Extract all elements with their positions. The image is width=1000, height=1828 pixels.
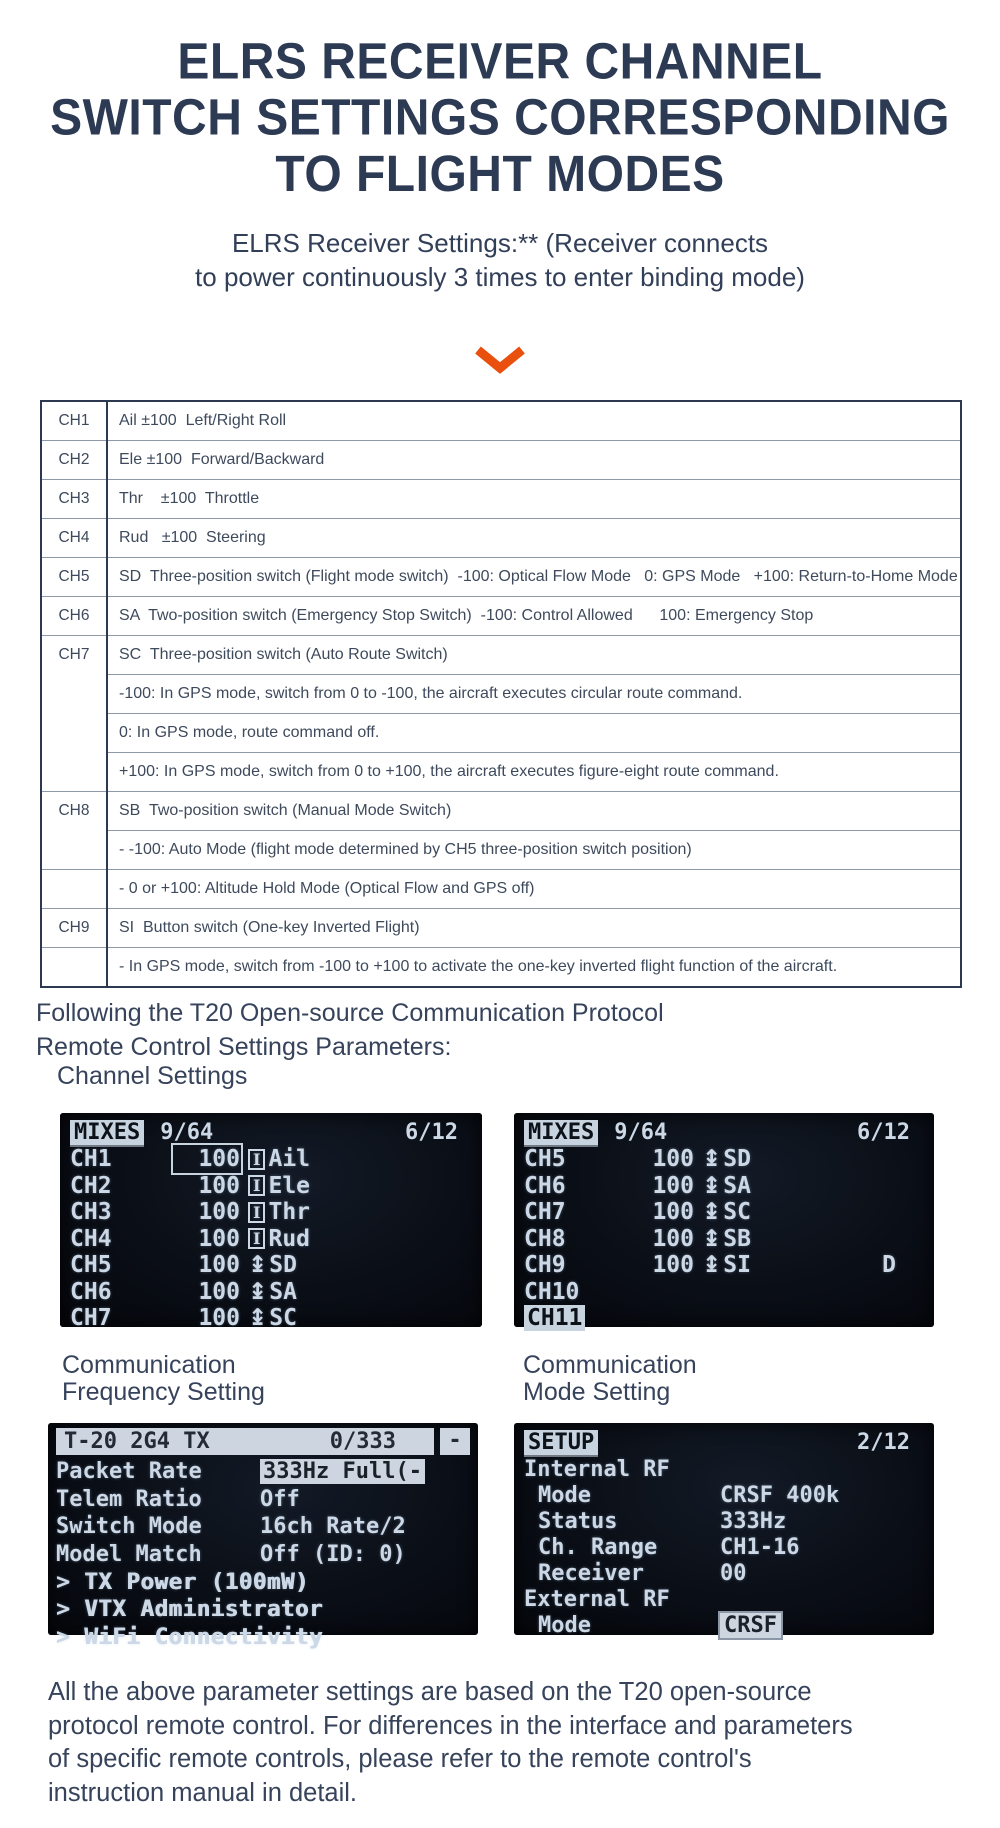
mixer-source: SC: [723, 1199, 751, 1226]
d-flag: D: [882, 1252, 896, 1279]
page-title: [0, 34, 1000, 203]
setup-row: [524, 1534, 924, 1560]
header-minus-box: -: [440, 1428, 470, 1455]
mixer-source: SD: [723, 1146, 751, 1173]
radio-model-label: T-20 2G4 TX: [64, 1429, 210, 1454]
frequency-setting-heading: [62, 1352, 265, 1406]
freq-row: [56, 1568, 470, 1596]
channel-label-cell: CH5: [41, 558, 107, 597]
table-row: [41, 714, 961, 753]
mixer-source: Thr: [268, 1199, 311, 1226]
mixer-weight: 100: [652, 1252, 694, 1279]
channel-label-cell: CH9: [41, 909, 107, 948]
setup-tab: SETUP: [524, 1430, 598, 1455]
stick-icon: I: [248, 1228, 265, 1249]
mixer-row: [70, 1252, 472, 1279]
page-indicator: 6/12: [857, 1119, 910, 1145]
mode-heading-line: Communication: [523, 1351, 697, 1379]
freq-header: [56, 1428, 470, 1455]
param-value: CRSF 400k: [720, 1482, 840, 1508]
mixer-row: [70, 1146, 472, 1173]
page-indicator: 6/12: [405, 1119, 458, 1145]
switch-icon: ↨: [248, 1278, 268, 1305]
footer-line: of specific remote controls, please refer to the remote control's: [48, 1745, 752, 1773]
mix-counter: 9/64: [160, 1119, 214, 1145]
mixer-row: [524, 1146, 924, 1173]
channel-description-cell: +100: In GPS mode, switch from 0 to +100, the aircraft executes figure-eight route command.: [107, 753, 961, 792]
mixer-row: [524, 1199, 924, 1226]
lcd-screen-frequency-setting: [48, 1423, 478, 1650]
table-row: [41, 909, 961, 948]
param-value: 00: [720, 1560, 747, 1586]
mixer-source: SD: [269, 1252, 297, 1279]
channel-description-cell: -100: In GPS mode, switch from 0 to -100, the aircraft executes circular route command.: [107, 675, 961, 714]
channel-description-cell: - 0 or +100: Altitude Hold Mode (Optical Flow and GPS off): [107, 870, 961, 909]
mixer-source: Rud: [268, 1225, 311, 1252]
freq-row: [56, 1623, 470, 1651]
mixer-source: SA: [269, 1278, 297, 1305]
channel-description-cell: SA Two-position switch (Emergency Stop Switch) -100: Control Allowed 100: Emergency Stop: [107, 597, 961, 636]
freq-header-strip: [56, 1428, 434, 1455]
mixer-weight: 100: [652, 1199, 694, 1226]
param-label: Ch. Range: [538, 1534, 658, 1560]
lcd-screen-mixes-ch1-7: [60, 1113, 482, 1332]
mixes-tab: MIXES: [70, 1120, 144, 1145]
table-row: [41, 480, 961, 519]
table-row: [41, 519, 961, 558]
mixer-channel: [524, 1305, 628, 1331]
footer-line: instruction manual in detail.: [48, 1778, 358, 1807]
lcd-header: [524, 1118, 924, 1146]
param-value: CRSF: [720, 1613, 781, 1638]
table-row: [41, 401, 961, 441]
mixer-row: [524, 1279, 924, 1306]
mixer-source: SB: [723, 1225, 751, 1252]
mixer-weight: 100: [198, 1199, 240, 1226]
mixer-channel: CH5: [70, 1252, 112, 1279]
stick-icon: I: [248, 1149, 265, 1170]
mixer-weight: 100: [198, 1172, 240, 1199]
setup-row: [524, 1482, 924, 1508]
subtitle-line: to power continuously 3 times to enter binding mode): [195, 262, 805, 292]
channel-settings-heading: Channel Settings: [57, 1062, 248, 1090]
param-value: Off (ID: 0): [260, 1541, 406, 1567]
setup-row: [524, 1456, 924, 1482]
mixer-row: [524, 1305, 924, 1332]
mixer-weight: 100: [652, 1225, 694, 1252]
table-row: [41, 597, 961, 636]
setup-row: [524, 1586, 924, 1612]
mixer-weight: 100: [652, 1146, 694, 1173]
mixer-weight: 100: [198, 1278, 240, 1305]
mixer-channel: CH9: [524, 1252, 566, 1279]
channel-table-body: [41, 401, 961, 987]
table-row: [41, 792, 961, 831]
lcd-header: [70, 1118, 472, 1146]
switch-icon: ↨: [702, 1225, 722, 1252]
table-row: [41, 558, 961, 597]
param-label: Telem Ratio: [56, 1486, 202, 1512]
mixer-row: [70, 1173, 472, 1200]
page-indicator: 2/12: [857, 1429, 910, 1455]
mixer-row: [70, 1279, 472, 1306]
channel-description-cell: Ail ±100 Left/Right Roll: [107, 401, 961, 441]
mixer-row: [70, 1226, 472, 1253]
param-label: Mode: [538, 1612, 591, 1638]
switch-icon: ↨: [248, 1252, 268, 1279]
mixer-channel: CH3: [70, 1199, 112, 1226]
packet-counter: 0/333: [329, 1429, 396, 1454]
param-label: External RF: [524, 1586, 670, 1612]
channel-description-cell: SI Button switch (One-key Inverted Flight): [107, 909, 961, 948]
table-row: [41, 831, 961, 870]
channel-description-cell: SB Two-position switch (Manual Mode Switch): [107, 792, 961, 831]
table-row: [41, 870, 961, 909]
footer-line: All the above parameter settings are based on the T20 open-source: [48, 1678, 812, 1706]
channel-description-cell: 0: In GPS mode, route command off.: [107, 714, 961, 753]
frequency-heading-line: Frequency Setting: [62, 1378, 265, 1406]
freq-row: [56, 1541, 470, 1569]
table-row: [41, 636, 961, 675]
mixer-channel: CH5: [524, 1146, 566, 1173]
channel-label-cell: [41, 870, 107, 909]
table-row: [41, 441, 961, 480]
mixer-channel: CH1: [70, 1146, 112, 1173]
param-label: Receiver: [538, 1560, 644, 1586]
selected-channel: CH11: [524, 1305, 585, 1331]
menu-entry: > TX Power (100mW): [56, 1568, 309, 1595]
protocol-heading-line: Following the T20 Open-source Communication Protocol: [36, 999, 664, 1027]
switch-icon: ↨: [702, 1252, 722, 1279]
table-row: [41, 675, 961, 714]
channel-label-cell: CH4: [41, 519, 107, 558]
mixer-channel: CH7: [524, 1199, 566, 1226]
mixer-weight: 100: [198, 1252, 240, 1279]
param-label: Packet Rate: [56, 1459, 202, 1485]
channel-label-cell: CH6: [41, 597, 107, 636]
channel-label-cell: [41, 948, 107, 988]
channel-label-cell: CH1: [41, 401, 107, 441]
mixer-weight: 100: [174, 1146, 240, 1172]
freq-row: [56, 1458, 470, 1486]
lcd-screen-mode-setting: [514, 1423, 934, 1638]
frequency-heading-line: Communication: [62, 1351, 236, 1379]
switch-icon: ↨: [248, 1305, 268, 1332]
mixer-row: [524, 1173, 924, 1200]
channel-description-cell: - In GPS mode, switch from -100 to +100 to activate the one-key inverted flight function of the aircraft.: [107, 948, 961, 988]
mixer-row: [70, 1305, 472, 1332]
mixer-weight: 100: [198, 1305, 240, 1332]
channel-label-cell: CH7: [41, 636, 107, 792]
channel-label-cell: CH2: [41, 441, 107, 480]
mixer-source: SA: [723, 1172, 751, 1199]
channel-label-cell: CH8: [41, 792, 107, 870]
stick-icon: I: [248, 1175, 265, 1196]
param-value: 333Hz Full(-: [260, 1459, 425, 1484]
setup-row: [524, 1560, 924, 1586]
param-value: Off: [260, 1486, 300, 1512]
channel-description-cell: Thr ±100 Throttle: [107, 480, 961, 519]
page-title-line: ELRS RECEIVER CHANNEL: [177, 34, 823, 91]
channel-description-cell: - -100: Auto Mode (flight mode determined by CH5 three-position switch position): [107, 831, 961, 870]
mixer-channel: CH7: [70, 1305, 112, 1332]
switch-icon: ↨: [702, 1146, 722, 1173]
channel-description-cell: Rud ±100 Steering: [107, 519, 961, 558]
mixer-weight: 100: [198, 1225, 240, 1252]
stick-icon: I: [248, 1202, 265, 1223]
param-value: 16ch Rate/2: [260, 1514, 406, 1540]
channel-label-cell: CH3: [41, 480, 107, 519]
channel-description-cell: SC Three-position switch (Auto Route Switch): [107, 636, 961, 675]
mixer-channel: CH8: [524, 1225, 566, 1252]
mixer-weight: 100: [652, 1172, 694, 1199]
footer-note: [48, 1676, 853, 1810]
mixer-source: Ail: [268, 1146, 311, 1173]
param-value: CH1-16: [720, 1534, 800, 1560]
setup-row: [524, 1508, 924, 1534]
subtitle: [0, 226, 1000, 294]
mixer-channel: CH6: [524, 1172, 566, 1199]
freq-row: [56, 1596, 470, 1624]
mode-setting-heading: [523, 1352, 697, 1406]
setup-row: [524, 1612, 924, 1638]
mixer-row: [70, 1199, 472, 1226]
lcd-screen-mixes-ch5-11: [514, 1113, 934, 1332]
freq-row: [56, 1486, 470, 1514]
channel-description-cell: SD Three-position switch (Flight mode switch) -100: Optical Flow Mode 0: GPS Mode +100: Return-to-Home Mode: [107, 558, 961, 597]
menu-entry: > WiFi Connectivity: [56, 1623, 323, 1650]
mixer-source: SI: [723, 1252, 751, 1279]
mode-heading-line: Mode Setting: [523, 1378, 671, 1406]
setup-header: [524, 1428, 924, 1456]
mixer-channel: CH2: [70, 1172, 112, 1199]
table-row: [41, 948, 961, 988]
mixer-channel: CH6: [70, 1278, 112, 1305]
protocol-heading-line: Remote Control Settings Parameters:: [36, 1033, 452, 1061]
param-label: Status: [538, 1508, 618, 1534]
chevron-down-icon: [473, 346, 527, 381]
table-row: [41, 753, 961, 792]
mixer-row: [524, 1226, 924, 1253]
channel-description-cell: Ele ±100 Forward/Backward: [107, 441, 961, 480]
mixer-channel: CH4: [70, 1225, 112, 1252]
page-title-line: SWITCH SETTINGS CORRESPONDING: [50, 90, 950, 147]
channel-table: [40, 400, 962, 988]
param-label: Internal RF: [524, 1456, 670, 1482]
mixes-tab: MIXES: [524, 1120, 598, 1145]
freq-row: [56, 1513, 470, 1541]
mixer-row: [524, 1252, 924, 1279]
switch-icon: ↨: [702, 1199, 722, 1226]
param-label: Switch Mode: [56, 1514, 202, 1540]
protocol-section-heading: [36, 996, 664, 1064]
mixer-source: SC: [269, 1305, 297, 1332]
menu-entry: > VTX Administrator: [56, 1596, 323, 1623]
page-title-line: TO FLIGHT MODES: [275, 146, 725, 203]
param-value: 333Hz: [720, 1508, 787, 1534]
param-label: Mode: [538, 1482, 591, 1508]
mixer-channel: CH10: [524, 1278, 580, 1305]
mixer-source: Ele: [268, 1172, 311, 1199]
footer-line: protocol remote control. For differences in the interface and parameters: [48, 1711, 853, 1740]
subtitle-line: ELRS Receiver Settings:** (Receiver connects: [231, 228, 769, 258]
param-label: Model Match: [56, 1541, 202, 1567]
mix-counter: 9/64: [614, 1119, 668, 1145]
switch-icon: ↨: [702, 1172, 722, 1199]
